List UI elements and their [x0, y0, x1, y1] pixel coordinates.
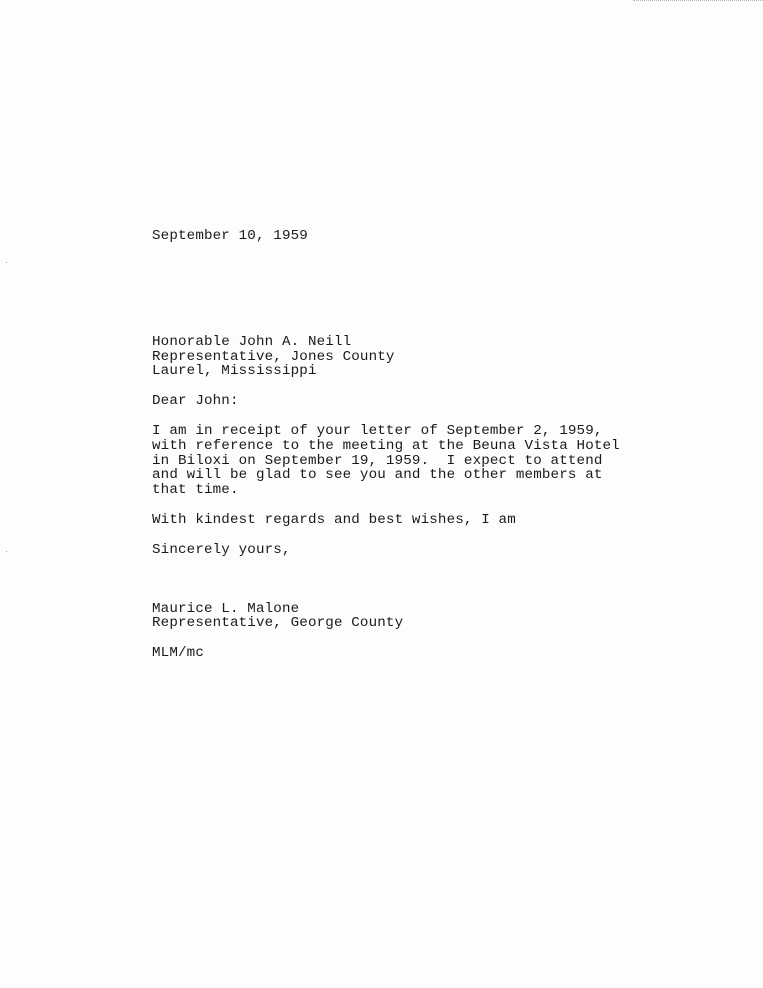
body-line: and will be glad to see you and the other members at — [152, 467, 603, 484]
closing-line: With kindest regards and best wishes, I am — [152, 511, 516, 528]
body-line: in Biloxi on September 19, 1959. I expect to attend — [152, 452, 603, 469]
signer-name: Maurice L. Malone — [152, 600, 300, 617]
body-paragraph — [152, 424, 652, 498]
address-line: Honorable John A. Neill — [152, 333, 352, 350]
recipient-address — [152, 335, 652, 379]
signer-title: Representative, George County — [152, 615, 404, 632]
body-line: with reference to the meeting at the Beuna Vista Hotel — [152, 437, 620, 454]
scan-speck — [6, 262, 7, 263]
letter-body — [152, 229, 652, 661]
scan-speck — [6, 551, 7, 552]
body-line: that time. — [152, 482, 239, 499]
scan-edge-marks — [633, 0, 763, 3]
address-line: Laurel, Mississippi — [152, 363, 317, 380]
reference-initials: MLM/mc — [152, 645, 204, 662]
signature-block — [152, 602, 652, 632]
complimentary-close: Sincerely yours, — [152, 541, 291, 558]
address-line: Representative, Jones County — [152, 348, 395, 365]
salutation: Dear John: — [152, 393, 239, 410]
body-line: I am in receipt of your letter of September 2, 1959, — [152, 422, 603, 439]
letter-date: September 10, 1959 — [152, 228, 308, 244]
